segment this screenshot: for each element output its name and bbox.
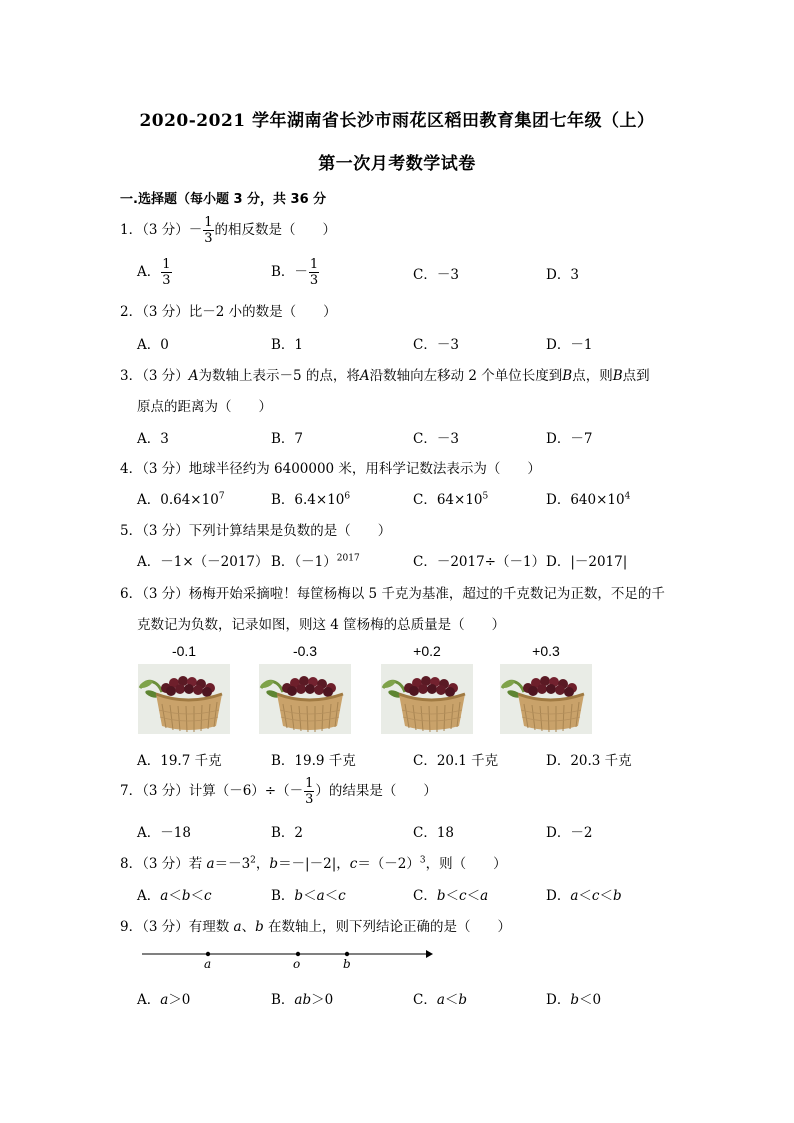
q7-option-b[interactable]: B．2 — [271, 825, 304, 841]
q2-option-c[interactable]: C．－3 — [413, 337, 459, 353]
q4-option-a[interactable]: A．$0.64\times 10^7$ — [137, 491, 225, 508]
q8-option-b[interactable]: B．b＜a＜c — [271, 888, 346, 904]
section-heading: 一.选择题（每小题 3 分，共 36 分 — [120, 192, 327, 207]
q7-option-d[interactable]: D．－2 — [546, 825, 593, 841]
q9-option-d[interactable]: D．b＜0 — [546, 992, 602, 1008]
q1-option-d[interactable]: D．3 — [546, 267, 579, 283]
q4-option-b[interactable]: B．$6.4\times 10^6$ — [271, 491, 351, 508]
q6-option-a[interactable]: A．19.7 千克 — [137, 753, 222, 769]
number-line — [138, 944, 438, 974]
label-o: o — [293, 957, 301, 971]
q4-option-c[interactable]: C．$64\times 10^5$ — [413, 491, 489, 508]
title-line-1: 2020-2021 学年湖南省长沙市雨花区稻田教育集团七年级（上） — [139, 111, 655, 131]
q9-option-a[interactable]: A．a＞0 — [137, 992, 191, 1008]
q5-option-b[interactable]: B．$(-1)^{2017}$ — [271, 553, 360, 570]
q7-fraction: $\frac{1}{3}$ — [305, 776, 314, 807]
point-a — [206, 952, 210, 956]
q6-option-b[interactable]: B．19.9 千克 — [271, 753, 356, 769]
question-6-line-2: 克数记为负数，记录如图，则这 4 筐杨梅的总质量是（ ） — [137, 617, 506, 633]
q3-option-a[interactable]: A．3 — [137, 431, 169, 447]
q4-option-d[interactable]: D．$640\times 10^4$ — [546, 491, 631, 508]
q7-option-a[interactable]: A．－18 — [137, 825, 191, 841]
label-b: b — [343, 957, 351, 971]
bayberry-basket-image-1 — [138, 664, 230, 734]
question-4: 4．（3 分）地球半径约为 6400000 米，用科学记数法表示为（ ） — [120, 461, 541, 477]
title-line-2: 第一次月考数学试卷 — [318, 154, 476, 174]
number-line-arrow — [426, 950, 433, 958]
basket-label-4: +0.3 — [532, 643, 560, 659]
question-3: 3．（3 分）A为数轴上表示－5 的点，将A沿数轴向左移动 2 个单位长度到B点，则B点到 — [120, 368, 650, 384]
q2-option-a[interactable]: A．0 — [137, 337, 169, 353]
q2-option-d[interactable]: D．－1 — [546, 337, 593, 353]
question-9: 9．（3 分）有理数 a、b 在数轴上，则下列结论正确的是（ ） — [120, 919, 512, 935]
q1-prefix: 1．（3 分）－ — [120, 222, 203, 238]
q8-option-a[interactable]: A．a＜b＜c — [137, 888, 212, 904]
point-o — [296, 952, 300, 956]
point-b — [345, 952, 349, 956]
q1-suffix: 的相反数是（ ） — [214, 222, 337, 238]
q3-option-b[interactable]: B．7 — [271, 431, 304, 447]
question-7: 7．（3 分）计算（－6）÷（－ $\frac{1}{3}$ ）的结果是（ ） — [120, 776, 437, 807]
q1-option-a[interactable]: A． $\frac{1}{3}$ — [137, 257, 171, 288]
q9-option-b[interactable]: B．ab＞0 — [271, 992, 334, 1008]
q2-option-b[interactable]: B．1 — [271, 337, 304, 353]
question-3-line-2: 原点的距离为（ ） — [137, 399, 272, 415]
q6-option-d[interactable]: D．20.3 千克 — [546, 753, 632, 769]
q3-option-d[interactable]: D．－7 — [546, 431, 593, 447]
q1-option-b[interactable]: B．－ $\frac{1}{3}$ — [271, 257, 319, 288]
question-2: 2．（3 分）比－2 小的数是（ ） — [120, 304, 337, 320]
q8-option-c[interactable]: C．b＜c＜a — [413, 888, 489, 904]
q5-option-c[interactable]: C．－2017÷（－1） — [413, 554, 546, 570]
q3-option-c[interactable]: C．－3 — [413, 431, 459, 447]
question-6: 6．（3 分）杨梅开始采摘啦！每筐杨梅以 5 千克为基准，超过的千克数记为正数，不足的千 — [120, 586, 665, 602]
q1-option-c[interactable]: C．－3 — [413, 267, 459, 283]
bayberry-basket-image-3 — [381, 664, 473, 734]
basket-label-1: -0.1 — [171, 643, 197, 659]
question-5: 5．（3 分）下列计算结果是负数的是（ ） — [120, 523, 392, 539]
question-8: 8．（3 分）若 $a=-3^2$，b＝－|－2|，$c=(-2)^3$，则（ ） — [120, 855, 507, 872]
q5-option-d[interactable]: D．|－2017| — [546, 554, 628, 570]
q6-option-c[interactable]: C．20.1 千克 — [413, 753, 499, 769]
label-a: a — [204, 957, 212, 971]
basket-label-2: -0.3 — [292, 643, 318, 659]
q1-fraction: $\frac{1}{3}$ — [204, 215, 213, 246]
q8-option-d[interactable]: D．a＜c＜b — [546, 888, 622, 904]
question-1 — [120, 216, 336, 245]
bayberry-basket-image-4 — [500, 664, 592, 734]
bayberry-basket-image-2 — [259, 664, 351, 734]
q5-option-a[interactable]: A．－1×（－2017） — [137, 554, 269, 570]
q9-option-c[interactable]: C．a＜b — [413, 992, 468, 1008]
basket-label-3: +0.2 — [413, 643, 441, 659]
q7-option-c[interactable]: C．18 — [413, 825, 455, 841]
